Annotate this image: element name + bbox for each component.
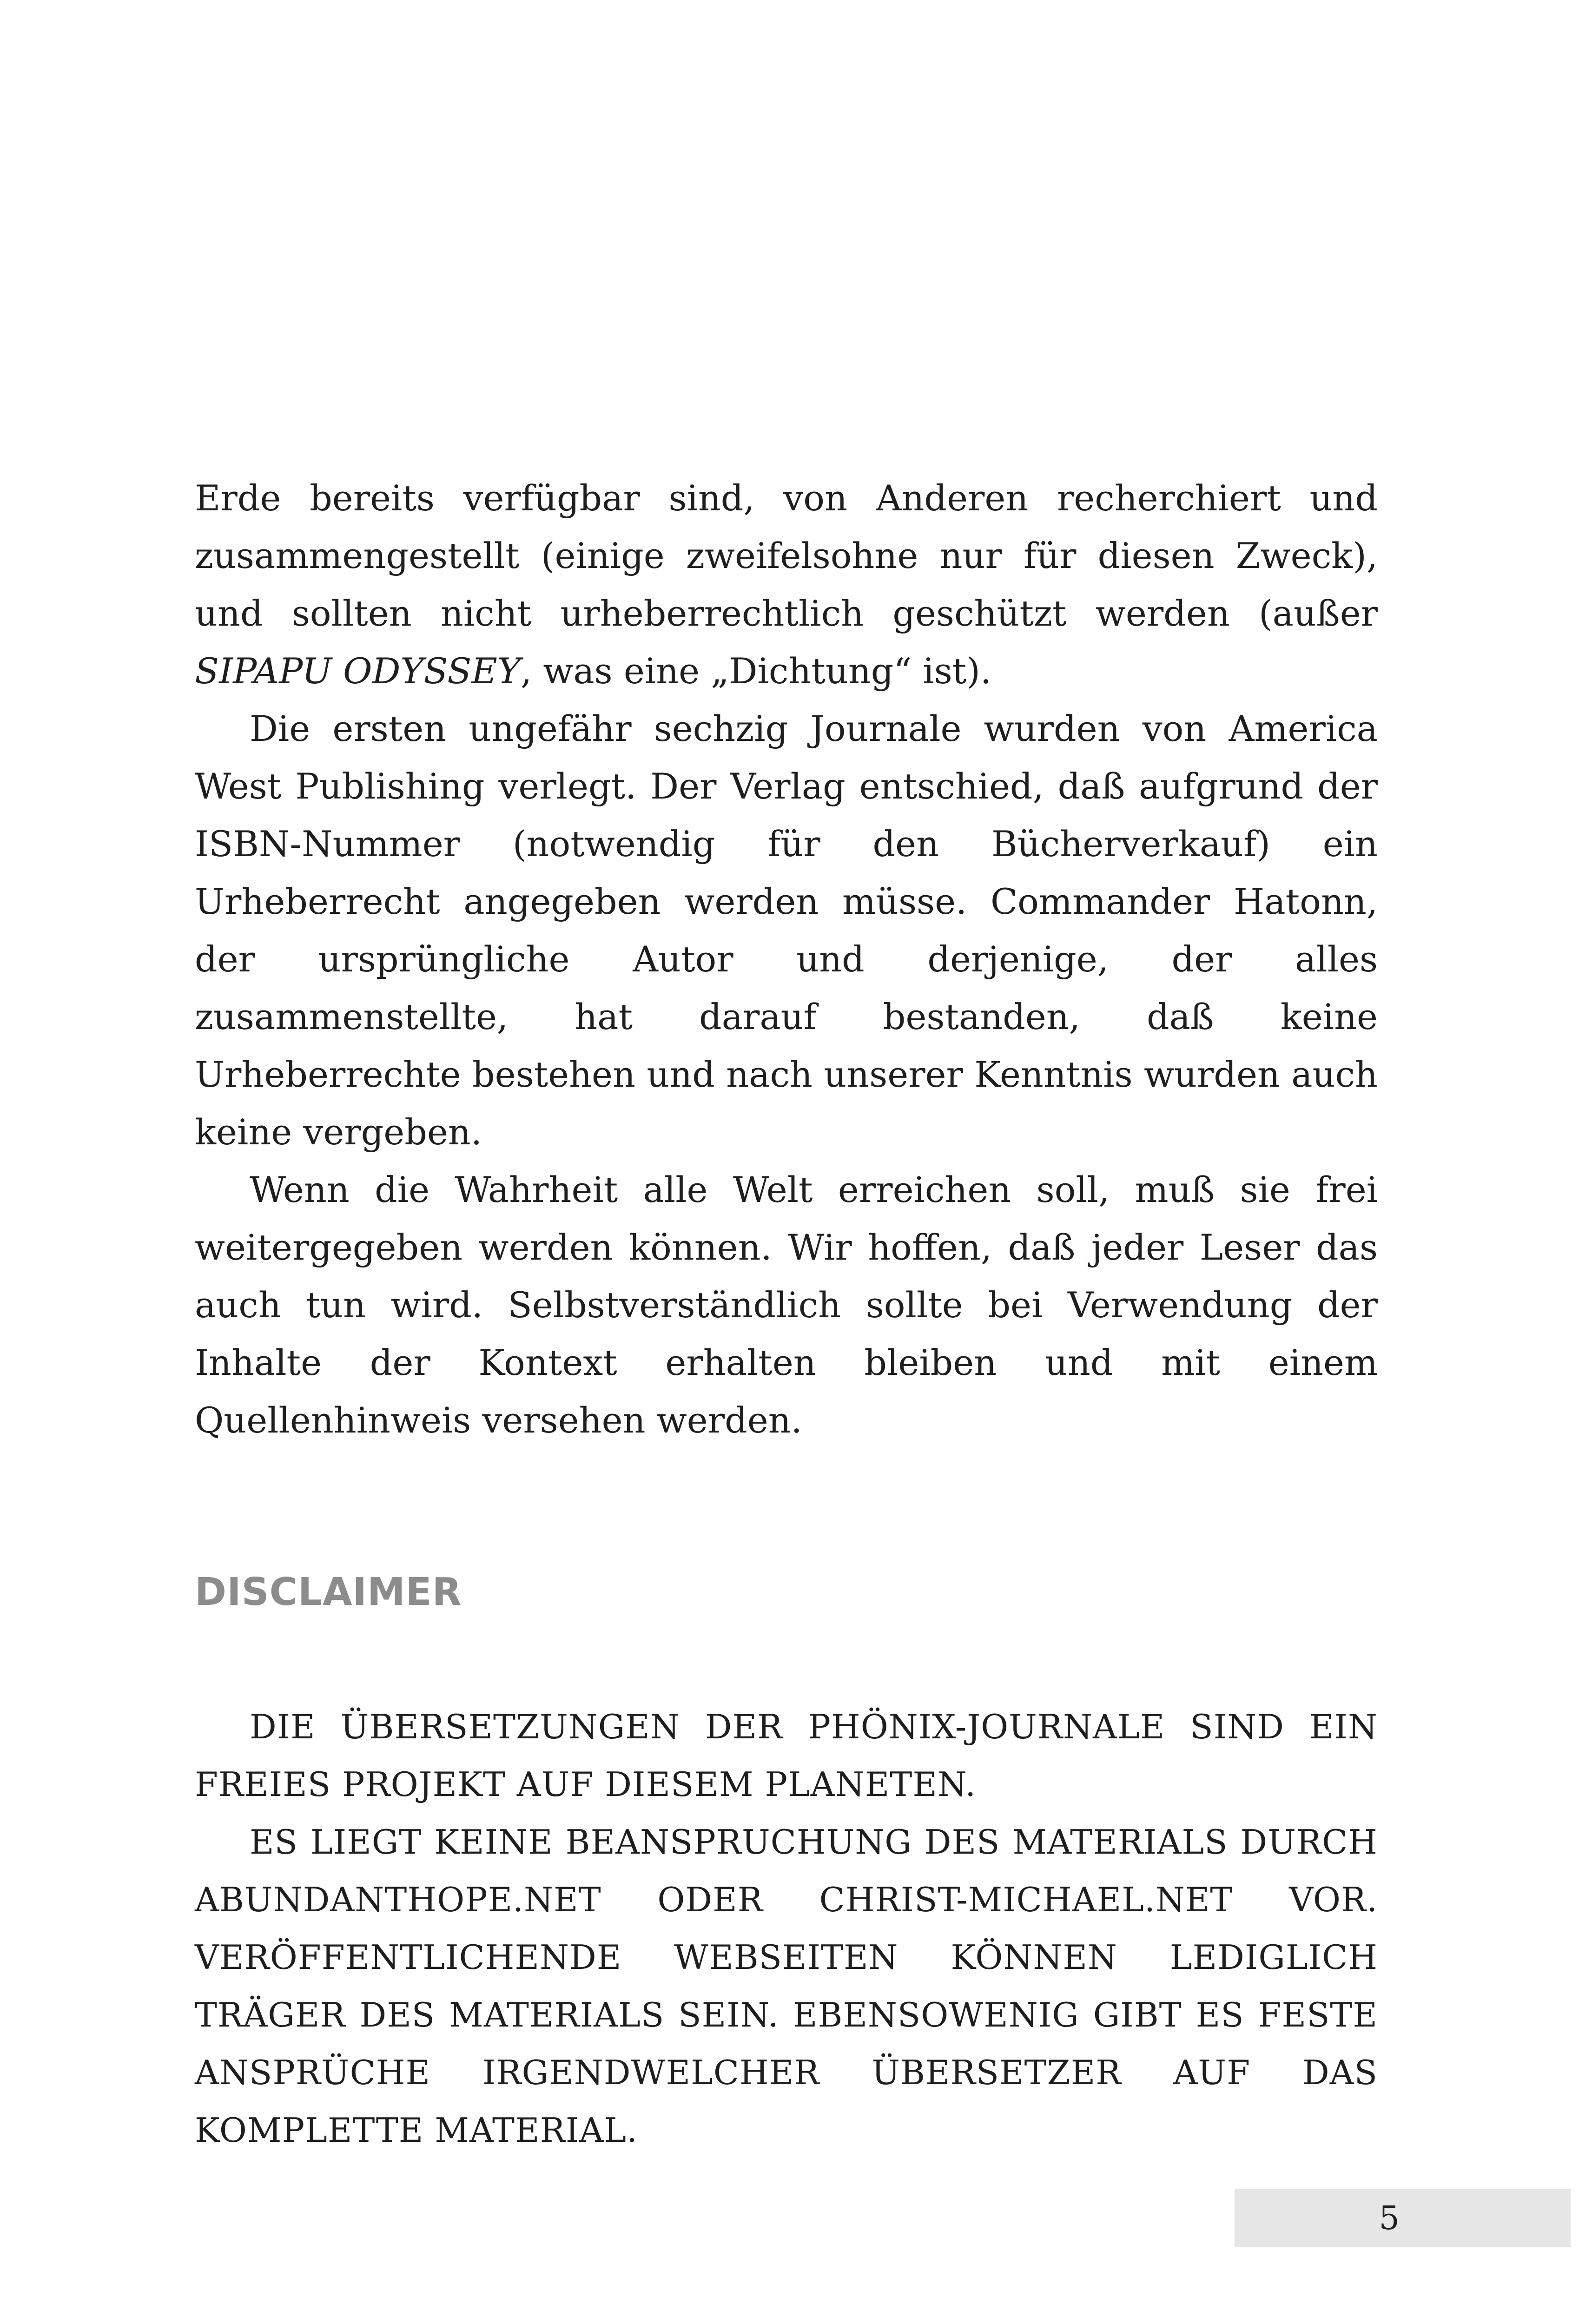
sipapu-odyssey-title: SIPAPU ODYSSEY — [195, 650, 521, 692]
disclaimer-paragraph-claims: ES LIEGT KEINE BEANSPRUCHUNG DES MATERIALS DURCH ABUNDANTHOPE.NET ODER CHRIST-MICHAEL.NET VOR. VERÖFFENTLICHENDE WEBSEITEN KÖNNEN LEDIGLICH TRÄGER DES MATERIALS SEIN. EBENSOWENIG GIBT ES FESTE ANSPRÜCHE IRGENDWELCHER ÜBERSETZER AUF DAS KOMPLETTE MATERIAL. — [195, 1822, 1378, 2150]
paragraph-publishing-history: Die ersten ungefähr sechzig Journale wurden von America West Publishing verlegt. Der Verlag entschied, daß aufgrund der ISBN-Nummer (notwendig für den Bücherverkauf) ein Urheberrecht angegeben werden müsse. Commander Hatonn, der ursprüngliche Autor und derjenige, der alles zusammenstellte, hat darauf bestanden, daß keine Urheberrechte bestehen und nach unserer Kenntnis wurden auch keine vergeben. — [195, 708, 1378, 1153]
disclaimer-body — [195, 1698, 1378, 2159]
footer-bar — [1235, 2189, 1571, 2247]
disclaimer-paragraph-translations: DIE ÜBERSETZUNGEN DER PHÖNIX-JOURNALE SIND EIN FREIES PROJEKT AUF DIESEM PLANETEN. — [195, 1707, 1378, 1804]
page-number: 5 — [1379, 2199, 1400, 2237]
paragraph-copyright-intro-after: , was eine „Dichtung“ ist). — [521, 650, 992, 692]
paragraph-free-distribution: Wenn die Wahrheit alle Welt erreichen soll, muß sie frei weitergegeben werden können. Wir hoffen, daß jeder Leser das auch tun wird. Selbstverständlich sollte bei Verwendung der Inhalte der Kontext erhalten bleiben und mit einem Quellenhinweis versehen werden. — [195, 1169, 1378, 1441]
paragraph-copyright-intro-before: Erde bereits verfügbar sind, von Anderen recherchiert und zusammengestellt (einige zweifelsohne nur für diesen Zweck), und sollten nicht urheberrechtlich geschützt werden (außer — [195, 477, 1378, 634]
page-body — [195, 469, 1378, 2159]
paragraph-copyright-intro — [195, 469, 1378, 700]
disclaimer-heading: DISCLAIMER — [195, 1570, 462, 1614]
